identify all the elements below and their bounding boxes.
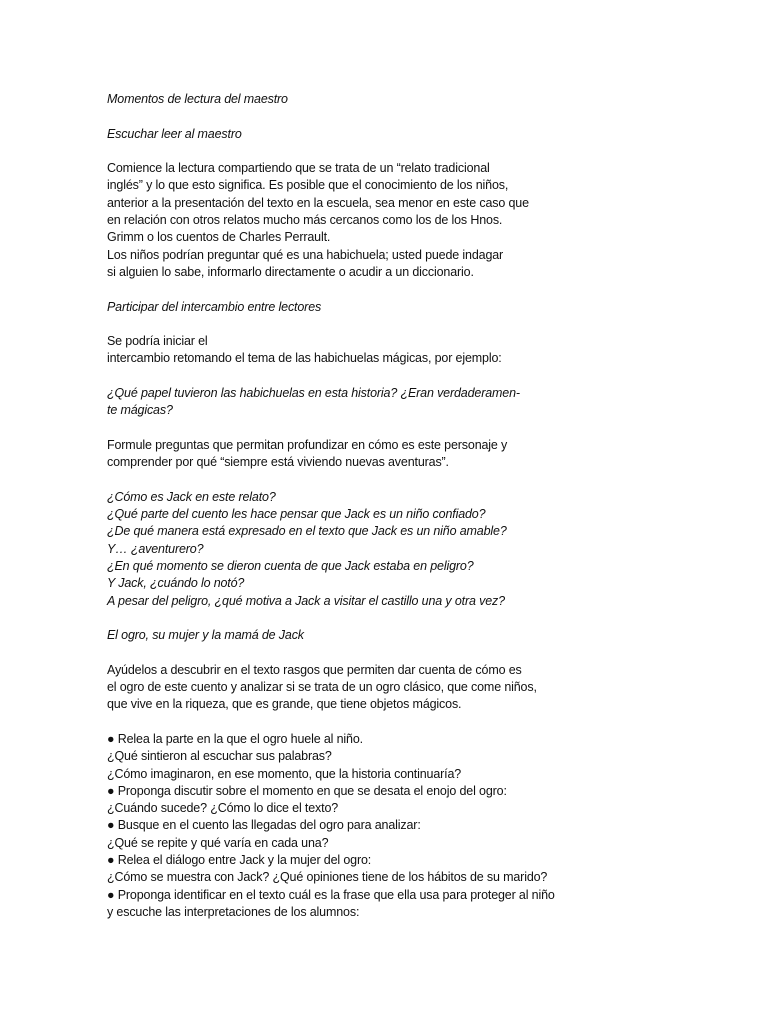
- paragraph-line: que vive en la riqueza, que es grande, que tiene objetos mágicos.: [107, 697, 462, 712]
- paragraph-line: el ogro de este cuento y analizar si se trata de un ogro clásico, que come niños,: [107, 680, 537, 695]
- paragraph-ogre: [107, 662, 607, 714]
- list-item: ● Relea la parte en la que el ogro huele al niño.: [107, 731, 363, 746]
- list-item: ● Busque en el cuento las llegadas del ogro para analizar:: [107, 818, 421, 833]
- list-item: ● Relea el diálogo entre Jack y la mujer del ogro:: [107, 853, 372, 868]
- paragraph-character: [107, 437, 607, 472]
- subsection-heading: Participar del intercambio entre lectores: [107, 299, 322, 314]
- paragraph-line: comprender por qué “siempre está viviendo nuevas aventuras”.: [107, 455, 449, 470]
- paragraph-line: Los niños podrían preguntar qué es una habichuela; usted puede indagar: [107, 247, 504, 262]
- list-item: ¿Qué sintieron al escuchar sus palabras?: [107, 749, 332, 764]
- question-line: ¿Qué papel tuvieron las habichuelas en esta historia? ¿Eran verdaderamen-: [107, 386, 520, 401]
- paragraph-line: Grimm o los cuentos de Charles Perrault.: [107, 230, 331, 245]
- list-item: ● Proponga identificar en el texto cuál es la frase que ella usa para proteger al niño: [107, 887, 555, 902]
- paragraph-line: Ayúdelos a descubrir en el texto rasgos que permiten dar cuenta de cómo es: [107, 662, 522, 677]
- subsection-heading: Escuchar leer al maestro: [107, 126, 242, 141]
- list-item: ¿Cómo imaginaron, en ese momento, que la historia continuaría?: [107, 766, 462, 781]
- list-item: ¿Cuándo sucede? ¿Cómo lo dice el texto?: [107, 801, 339, 816]
- question-line: ¿De qué manera está expresado en el texto que Jack es un niño amable?: [107, 524, 507, 539]
- question-line: ¿Qué parte del cuento les hace pensar que Jack es un niño confiado?: [107, 507, 486, 522]
- paragraph-line: intercambio retomando el tema de las habichuelas mágicas, por ejemplo:: [107, 351, 502, 366]
- question-line: ¿En qué momento se dieron cuenta de que Jack estaba en peligro?: [107, 559, 474, 574]
- list-item: ● Proponga discutir sobre el momento en que se desata el enojo del ogro:: [107, 783, 507, 798]
- paragraph-line: inglés” y lo que esto significa. Es posible que el conocimiento de los niños,: [107, 178, 509, 193]
- paragraph-line: Formule preguntas que permitan profundizar en cómo es este personaje y: [107, 437, 508, 452]
- question-beans: [107, 385, 607, 420]
- paragraph-line: Comience la lectura compartiendo que se trata de un “relato tradicional: [107, 161, 490, 176]
- question-line: te mágicas?: [107, 403, 173, 418]
- paragraph-line: si alguien lo sabe, informarlo directamente o acudir a un diccionario.: [107, 264, 474, 279]
- section-heading: Momentos de lectura del maestro: [107, 92, 288, 106]
- question-line: Y… ¿aventurero?: [107, 541, 204, 556]
- questions-jack: [107, 489, 607, 610]
- paragraph-intro: [107, 160, 607, 281]
- question-line: ¿Cómo es Jack en este relato?: [107, 489, 276, 504]
- list-item: y escuche las interpretaciones de los alumnos:: [107, 904, 360, 919]
- paragraph-line: Se podría iniciar el: [107, 334, 208, 349]
- paragraph-line: anterior a la presentación del texto en la escuela, sea menor en este caso que: [107, 195, 529, 210]
- document-page: [107, 91, 607, 921]
- list-item: ¿Qué se repite y qué varía en cada una?: [107, 835, 329, 850]
- bullet-list: [107, 731, 607, 921]
- list-item: ¿Cómo se muestra con Jack? ¿Qué opiniones tiene de los hábitos de su marido?: [107, 870, 548, 885]
- question-line: Y Jack, ¿cuándo lo notó?: [107, 576, 245, 591]
- paragraph-exchange: [107, 333, 607, 368]
- subsection-heading: El ogro, su mujer y la mamá de Jack: [107, 628, 304, 643]
- question-line: A pesar del peligro, ¿qué motiva a Jack a visitar el castillo una y otra vez?: [107, 593, 505, 608]
- paragraph-line: en relación con otros relatos mucho más cercanos como los de los Hnos.: [107, 213, 503, 228]
